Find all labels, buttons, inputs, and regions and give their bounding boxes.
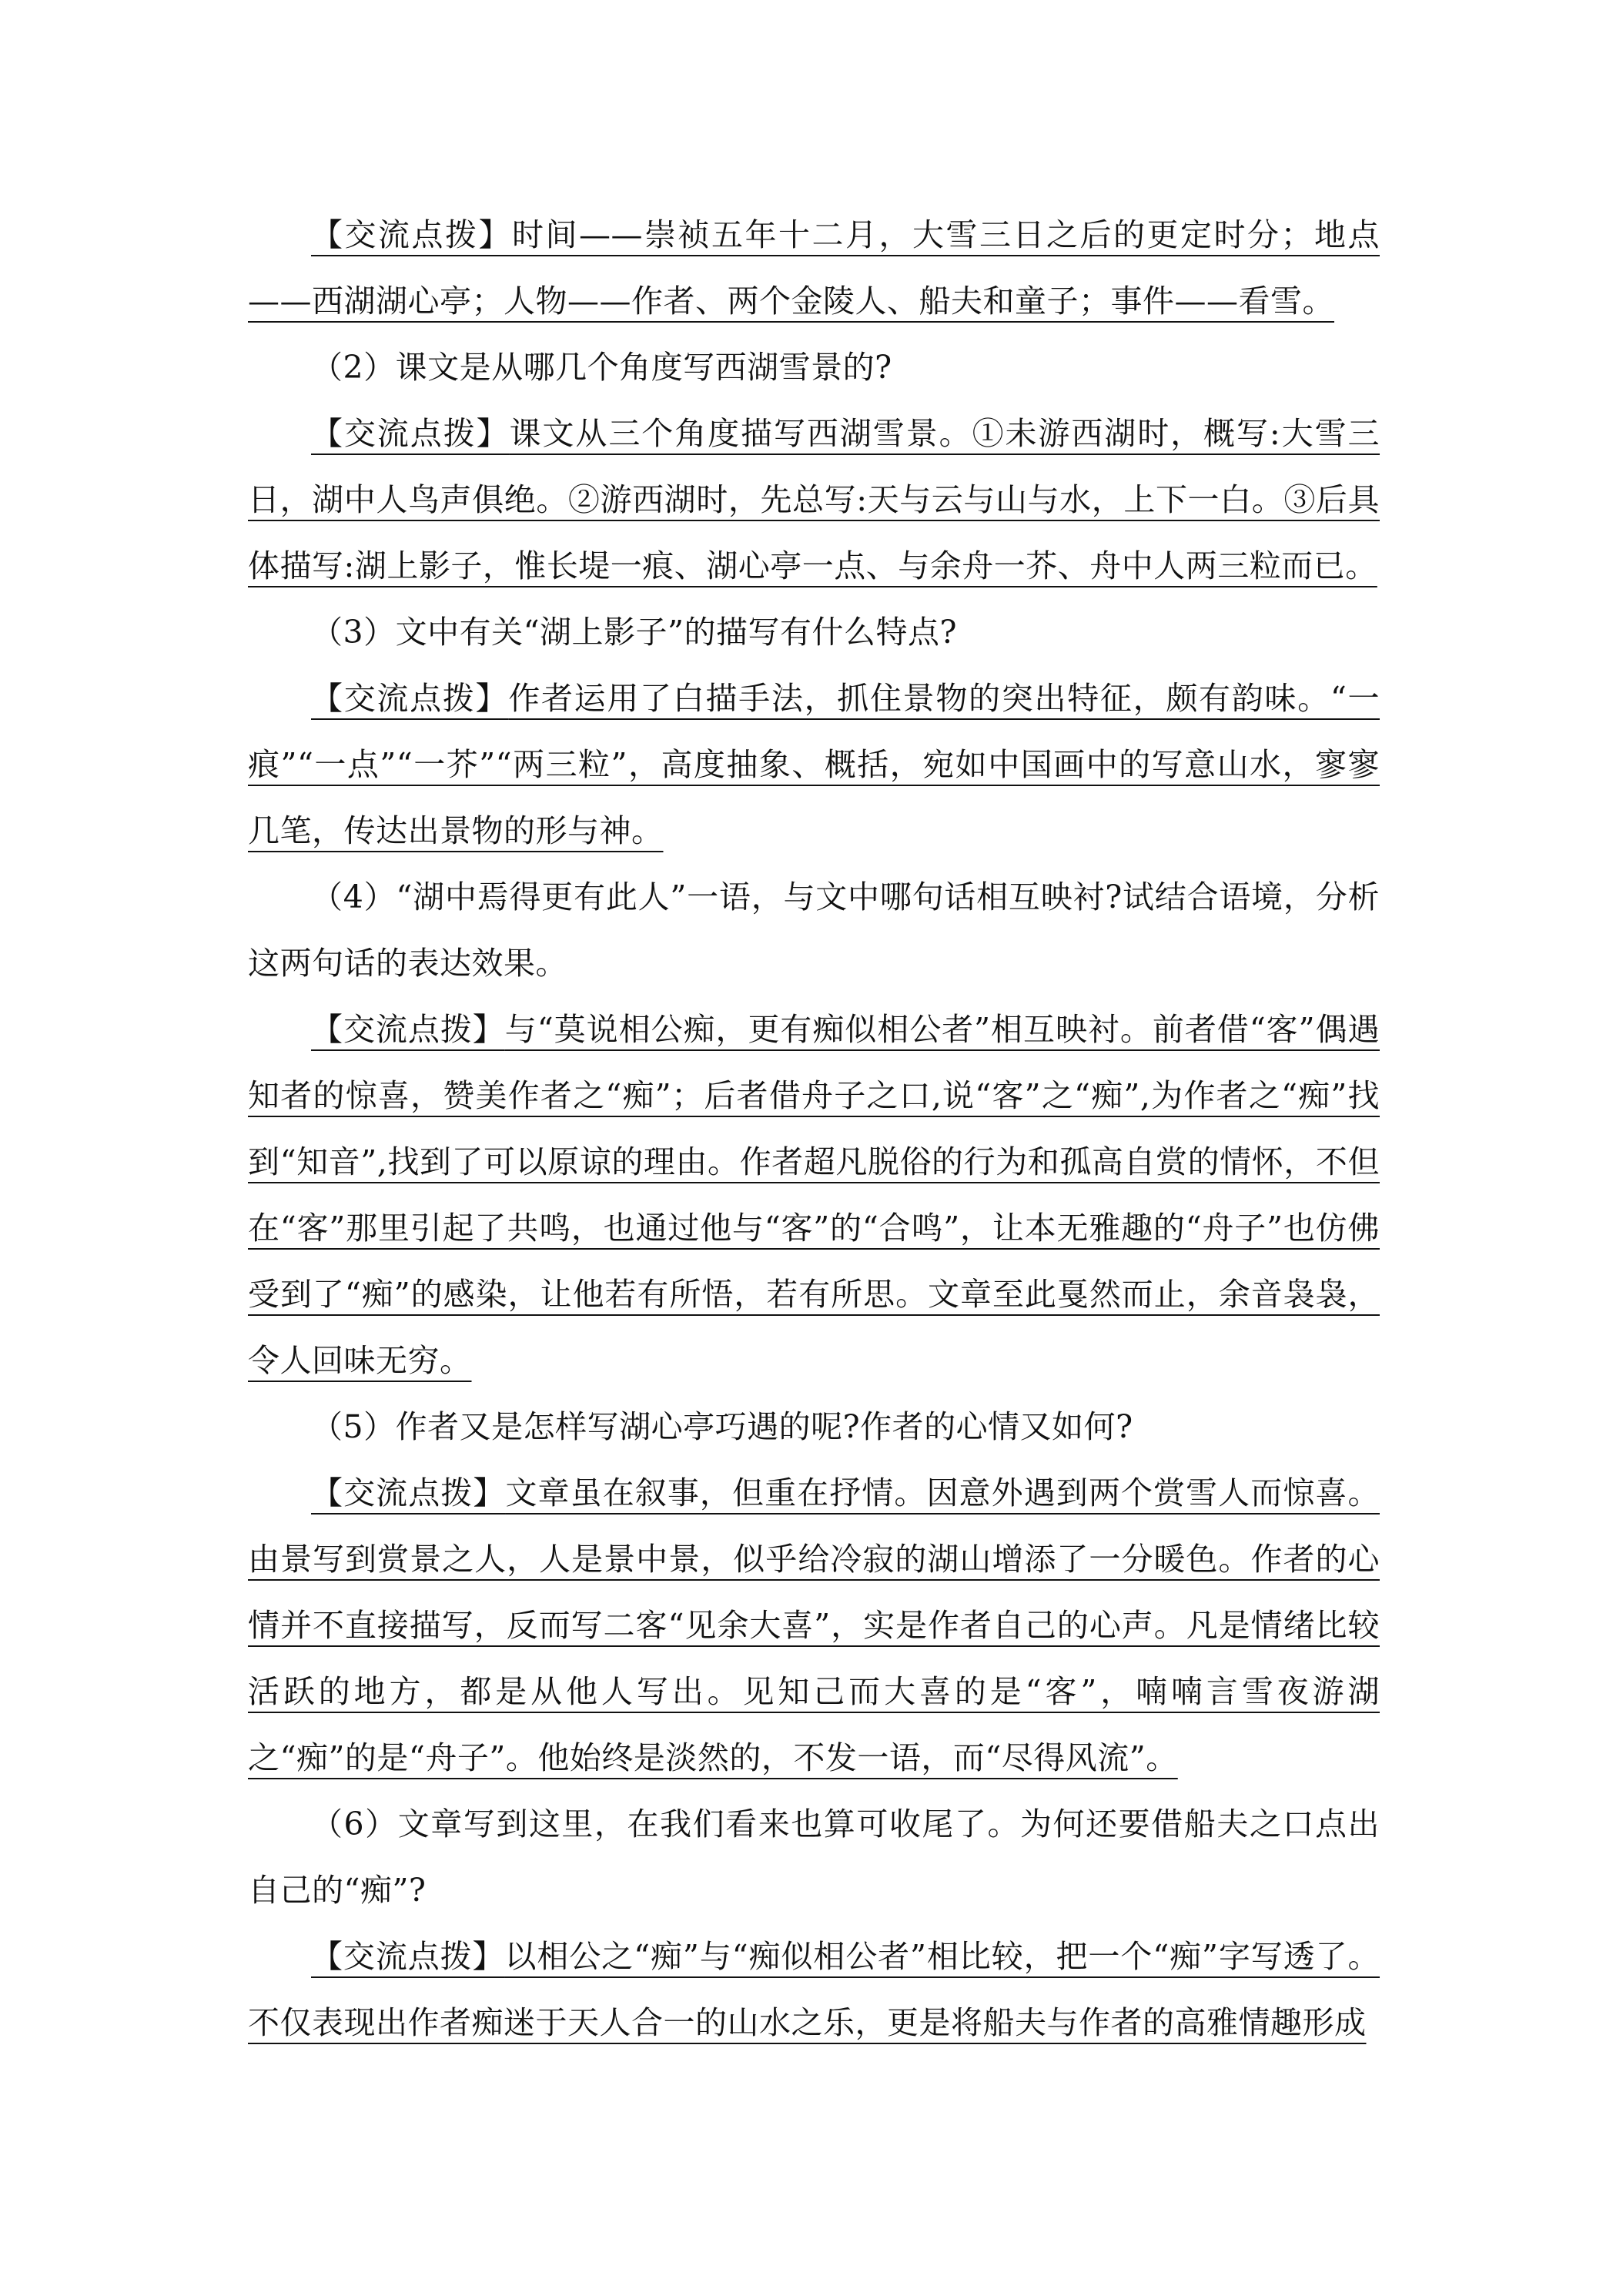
answer-label: 【交流点拨】: [311, 1938, 505, 1975]
question-4: （4）“湖中焉得更有此人”一语，与文中哪句话相互映衬?试结合语境，分析这两句话的表达效果。: [248, 879, 1380, 982]
answer-label: 【交流点拨】: [311, 216, 512, 253]
answer-label: 【交流点拨】: [311, 415, 510, 452]
answer-3: [248, 665, 1380, 864]
answer-text: 文章虽在叙事，但重在抒情。因意外遇到两个赏雪人而惊喜。由景写到赏景之人，人是景中景，似乎给冷寂的湖山增添了一分暖色。作者的心情并不直接描写，反而写二客“见余大喜”，实是作者自己的心声。凡是情绪比较活跃的地方，都是从他人写出。见知己而大喜的是“客”，喃喃言雪夜游湖之“痴”的是“舟子”。他始终是淡然的，不发一语，而“尽得风流”。: [248, 1474, 1380, 1776]
question-3: （3）文中有关“湖上影子”的描写有什么特点?: [311, 614, 957, 651]
question-6: （6）文章写到这里，在我们看来也算可收尾了。为何还要借船夫之口点出自己的“痴”?: [248, 1806, 1380, 1909]
answer-label: 【交流点拨】: [311, 1011, 505, 1048]
answer-text: 与“莫说相公痴，更有痴似相公者”相互映衬。前者借“客”偶遇知者的惊喜，赞美作者之“痴”；后者借舟子之口,说“客”之“痴”,为作者之“痴”找到“知音”,找到了可以原谅的理由。作者超凡脱俗的行为和孤高自赏的情怀，不但在“客”那里引起了共鸣，也通过他与“客”的“合鸣”，让本无雅趣的“舟子”也仿佛受到了“痴”的感染，让他若有所悟，若有所思。文章至此戛然而止，余音袅袅，令人回味无穷。: [248, 1011, 1380, 1379]
answer-label: 【交流点拨】: [311, 1474, 506, 1511]
answer-text: 时间——崇祯五年十二月，大雪三日之后的更定时分；地点——西湖湖心亭；人物——作者、两个金陵人、船夫和童子；事件——看雪。: [248, 216, 1380, 320]
answer-label: 【交流点拨】: [311, 680, 509, 717]
question-5: （5）作者又是怎样写湖心亭巧遇的呢?作者的心情又如何?: [311, 1408, 1133, 1445]
answer-4: [248, 996, 1380, 1394]
answer-1: [248, 202, 1380, 334]
answer-5: [248, 1460, 1380, 1791]
answer-2: [248, 400, 1380, 599]
document-body: [248, 202, 1380, 2056]
answer-text: 作者运用了白描手法，抓住景物的突出特征，颇有韵味。“一痕”“一点”“一芥”“两三粒”，高度抽象、概括，宛如中国画中的写意山水，寥寥几笔，传达出景物的形与神。: [248, 680, 1380, 849]
answer-text: 课文从三个角度描写西湖雪景。①未游西湖时，概写:大雪三日，湖中人鸟声俱绝。②游西湖时，先总写:天与云与山与水，上下一白。③后具体描写:湖上影子，惟长堤一痕、湖心亭一点、与余舟一芥、舟中人两三粒而已。: [248, 415, 1380, 584]
question-2: （2）课文是从哪几个角度写西湖雪景的?: [311, 349, 892, 386]
answer-6: [248, 1923, 1380, 2056]
answer-text: 以相公之“痴”与“痴似相公者”相比较，把一个“痴”字写透了。不仅表现出作者痴迷于天人合一的山水之乐，更是将船夫与作者的高雅情趣形成: [248, 1938, 1380, 2041]
